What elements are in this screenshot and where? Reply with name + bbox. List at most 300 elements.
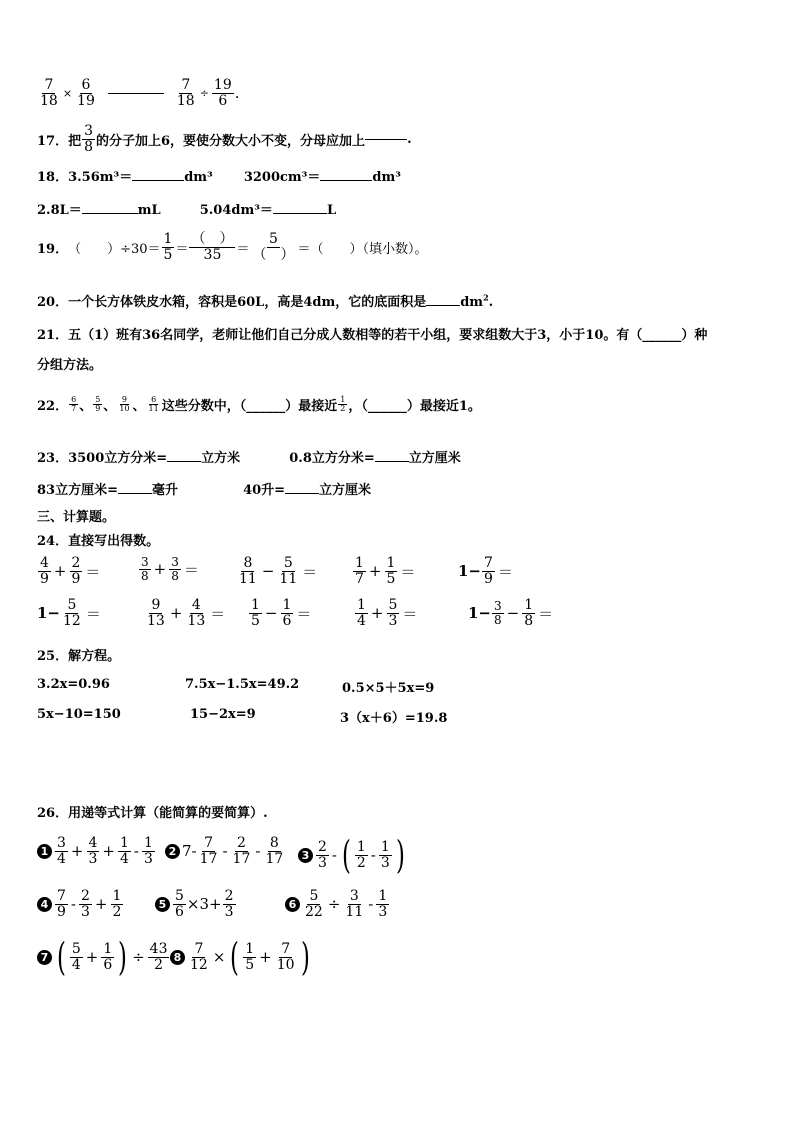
question-23-line2 bbox=[37, 479, 371, 498]
unit: dm³ bbox=[184, 170, 213, 185]
fraction bbox=[223, 889, 236, 919]
numerator: 7 bbox=[204, 835, 213, 851]
fraction bbox=[111, 889, 124, 919]
denominator: 18 bbox=[176, 92, 195, 109]
fraction bbox=[38, 556, 51, 586]
calc-expression-6 bbox=[285, 889, 390, 919]
denominator: 6 bbox=[175, 903, 184, 920]
question-18-line2 bbox=[37, 199, 336, 218]
fraction bbox=[87, 836, 100, 866]
question-text: 83立方厘米= bbox=[37, 483, 118, 498]
circled-number: 7 bbox=[37, 950, 52, 965]
operator: - bbox=[133, 842, 139, 861]
question-17 bbox=[37, 124, 412, 154]
parenthesis: ( bbox=[230, 935, 240, 979]
question-21-line1: 21．五（1）班有36名同学，老师让他们自己分成人数相等的若干小组，要求组数大于3，小于10。有（______）种 bbox=[37, 328, 708, 343]
fraction bbox=[139, 556, 151, 582]
denominator: 3 bbox=[81, 903, 90, 920]
numerator: 2 bbox=[224, 888, 234, 904]
denominator: 4 bbox=[357, 612, 366, 629]
denominator: 2 bbox=[356, 854, 366, 871]
answer-blank[interactable] bbox=[365, 138, 407, 140]
question-text: 这些分数中，（______）最接近 bbox=[161, 399, 338, 414]
question-text: 5.04dm³＝ bbox=[199, 203, 273, 218]
fraction bbox=[522, 598, 535, 628]
unit: 立方米 bbox=[201, 451, 241, 466]
fraction bbox=[492, 600, 504, 626]
numerator: 1 bbox=[112, 888, 122, 904]
fraction bbox=[173, 889, 186, 919]
parenthesis: ( bbox=[56, 935, 66, 979]
denominator: 8 bbox=[141, 568, 149, 583]
fraction bbox=[142, 836, 155, 866]
calc-expression-8 bbox=[170, 935, 312, 979]
circled-number: 6 bbox=[285, 897, 300, 912]
separator: 、 bbox=[132, 399, 146, 414]
question-text: 23．3500立方分米= bbox=[37, 451, 168, 466]
numerator: 5 bbox=[95, 394, 101, 404]
denominator: 19 bbox=[77, 92, 95, 109]
fraction bbox=[175, 78, 197, 108]
equals: ＝ bbox=[85, 562, 101, 581]
fraction bbox=[343, 889, 365, 919]
equals: ＝ bbox=[85, 604, 101, 623]
denominator: 8 bbox=[524, 612, 534, 629]
fraction bbox=[281, 598, 294, 628]
denominator: 9 bbox=[71, 570, 81, 587]
question-label: 22． bbox=[37, 399, 69, 414]
answer-blank[interactable] bbox=[82, 212, 138, 214]
fraction bbox=[198, 836, 220, 866]
denominator: 6 bbox=[218, 92, 228, 109]
fraction bbox=[387, 598, 400, 628]
unit: 立方厘米 bbox=[319, 483, 372, 498]
operator: - bbox=[70, 895, 76, 914]
operator: - bbox=[255, 842, 261, 861]
denominator: 6 bbox=[282, 612, 292, 629]
parenthesized-group bbox=[339, 833, 408, 877]
equation: 0.5×5＋5x=9 bbox=[342, 681, 435, 696]
fraction bbox=[385, 556, 398, 586]
fraction bbox=[231, 836, 253, 866]
numerator: 6 bbox=[151, 394, 157, 404]
question-20 bbox=[37, 291, 493, 310]
prefix: 1− bbox=[468, 604, 492, 623]
equals: ＝ bbox=[210, 604, 226, 623]
numerator: 1 bbox=[251, 597, 260, 613]
denominator: 8 bbox=[171, 568, 179, 583]
denominator: （ ） bbox=[252, 246, 295, 263]
operator: + bbox=[169, 604, 183, 623]
answer-blank[interactable] bbox=[426, 304, 460, 306]
equation: 3（x＋6）=19.8 bbox=[340, 711, 448, 726]
denominator: 11 bbox=[239, 570, 257, 587]
operator: + bbox=[259, 948, 272, 966]
numerator: 1 bbox=[103, 940, 113, 957]
equals: ＝ bbox=[497, 562, 513, 581]
numerator: 6 bbox=[71, 394, 77, 404]
equals: ＝ bbox=[175, 241, 189, 257]
question-text: 的分子加上6，要使分数大小不变，分母应加上 bbox=[96, 133, 366, 149]
fraction bbox=[169, 556, 181, 582]
calc-item bbox=[138, 556, 201, 582]
numerator: 2 bbox=[81, 888, 90, 904]
fraction bbox=[75, 78, 97, 108]
denominator: 4 bbox=[57, 850, 66, 867]
period: . bbox=[407, 131, 412, 147]
circled-number: 3 bbox=[298, 848, 313, 863]
operator: + bbox=[53, 562, 67, 581]
unit: dm bbox=[460, 295, 484, 310]
fraction bbox=[237, 556, 259, 586]
operator: + bbox=[85, 948, 99, 966]
calc-item bbox=[37, 556, 102, 586]
fraction bbox=[101, 942, 114, 972]
denominator: 17 bbox=[232, 850, 251, 867]
denominator: 2 bbox=[112, 903, 122, 920]
numerator: 5 bbox=[283, 555, 293, 571]
denominator: 11 bbox=[279, 570, 298, 587]
separator: 、 bbox=[79, 399, 93, 414]
denominator: 12 bbox=[63, 612, 81, 629]
numerator: 1 bbox=[120, 835, 129, 851]
numerator: 1 bbox=[340, 394, 346, 404]
circled-number: 5 bbox=[155, 897, 170, 912]
calc-expression-5 bbox=[155, 889, 237, 919]
numerator: 4 bbox=[88, 835, 98, 851]
operator: - bbox=[368, 895, 374, 914]
denominator: 10 bbox=[276, 956, 295, 973]
question-text: 18．3.56m³＝ bbox=[37, 170, 133, 185]
numerator: 43 bbox=[149, 940, 168, 957]
fraction bbox=[117, 396, 131, 414]
fraction bbox=[162, 232, 175, 262]
denominator: 9 bbox=[95, 404, 101, 413]
question-23-line1 bbox=[37, 447, 461, 466]
fraction bbox=[118, 836, 131, 866]
numerator: 1 bbox=[378, 888, 388, 904]
denominator: 3 bbox=[388, 612, 398, 629]
parenthesized-group bbox=[54, 935, 130, 979]
operator: ×3+ bbox=[186, 895, 222, 914]
denominator: 9 bbox=[40, 570, 49, 587]
denominator: 3 bbox=[224, 903, 234, 920]
calc-item bbox=[468, 598, 555, 628]
denominator: 13 bbox=[187, 612, 206, 629]
question-19 bbox=[37, 232, 428, 262]
numerator: 7 bbox=[194, 940, 204, 957]
calc-item bbox=[354, 598, 419, 628]
operator: × bbox=[212, 948, 226, 966]
numerator: 3 bbox=[141, 555, 149, 569]
calc-item bbox=[352, 556, 417, 586]
numerator: 7 bbox=[484, 555, 493, 571]
denominator: 5 bbox=[163, 246, 173, 263]
numerator: 7 bbox=[181, 77, 191, 93]
fraction bbox=[243, 942, 256, 972]
numerator: 3 bbox=[84, 123, 94, 139]
denominator: 7 bbox=[355, 570, 364, 587]
operator: × bbox=[62, 86, 73, 100]
fraction bbox=[188, 942, 210, 972]
denominator: 17 bbox=[199, 850, 218, 867]
equation: 5x−10=150 bbox=[37, 707, 121, 722]
calc-item bbox=[236, 556, 319, 586]
calc-item bbox=[144, 598, 227, 628]
question-24-title: 24．直接写出得数。 bbox=[37, 534, 160, 549]
fraction bbox=[70, 556, 83, 586]
fraction bbox=[355, 840, 368, 870]
operator: + bbox=[102, 842, 115, 861]
numerator: 9 bbox=[121, 394, 127, 404]
operator: - bbox=[331, 846, 337, 864]
calc-expression-1 bbox=[37, 836, 156, 866]
fraction bbox=[353, 556, 366, 586]
fraction bbox=[145, 598, 167, 628]
denominator: 9 bbox=[57, 903, 66, 920]
denominator: 12 bbox=[190, 956, 208, 973]
operator: - bbox=[222, 842, 228, 861]
equals: ＝ bbox=[538, 604, 554, 623]
fraction bbox=[93, 396, 102, 414]
operator: + bbox=[94, 895, 108, 914]
operator: ÷ bbox=[132, 948, 145, 966]
denominator: 2 bbox=[340, 404, 346, 413]
question-22 bbox=[37, 395, 481, 414]
question-25-title: 25．解方程。 bbox=[37, 649, 121, 664]
fraction bbox=[61, 598, 83, 628]
numerator: 1 bbox=[144, 835, 153, 851]
operator: + bbox=[368, 562, 382, 581]
operator: − bbox=[261, 562, 275, 581]
fraction bbox=[275, 942, 297, 972]
fraction bbox=[82, 124, 95, 154]
equals: ＝ bbox=[402, 604, 418, 623]
question-text: 3200cm³＝ bbox=[243, 170, 321, 185]
question-26-title: 26．用递等式计算（能简算的要简算）. bbox=[37, 806, 268, 821]
section-title: 三、计算题。 bbox=[37, 510, 116, 525]
denominator: 3 bbox=[380, 854, 390, 871]
numerator: 1 bbox=[524, 597, 534, 613]
fraction bbox=[55, 889, 68, 919]
fraction bbox=[303, 889, 325, 919]
numerator: 2 bbox=[71, 555, 81, 571]
unit: 立方厘米 bbox=[408, 451, 461, 466]
question-text: （ ）÷30＝ bbox=[68, 241, 161, 257]
question-text: 0.8立方分米= bbox=[289, 451, 375, 466]
separator: 、 bbox=[103, 399, 117, 414]
numerator: 2 bbox=[236, 835, 246, 851]
numerator: 5 bbox=[67, 597, 77, 613]
parenthesis: ) bbox=[395, 833, 405, 877]
question-text: ＝（ ）（填小数）。 bbox=[297, 241, 428, 257]
numerator: （ ） bbox=[191, 231, 234, 247]
question-text: 40升= bbox=[243, 483, 286, 498]
unit: 毫升 bbox=[151, 483, 178, 498]
fraction bbox=[79, 889, 92, 919]
circled-number: 1 bbox=[37, 844, 52, 859]
equals: ＝ bbox=[302, 562, 318, 581]
answer-blank[interactable] bbox=[132, 179, 184, 181]
denominator: 3 bbox=[88, 850, 98, 867]
denominator: 18 bbox=[40, 92, 58, 109]
numerator: 5 bbox=[309, 888, 319, 904]
operator: − bbox=[264, 604, 278, 623]
answer-blank[interactable] bbox=[320, 179, 372, 181]
operator: - bbox=[370, 846, 376, 864]
denominator: 4 bbox=[71, 956, 81, 973]
fraction bbox=[482, 556, 495, 586]
parenthesis: ( bbox=[341, 833, 351, 877]
parenthesis: ) bbox=[118, 935, 128, 979]
denominator: 3 bbox=[144, 850, 153, 867]
numerator: 3 bbox=[171, 555, 179, 569]
question-21-line2: 分组方法。 bbox=[37, 358, 103, 373]
denominator: 11 bbox=[148, 404, 159, 413]
operator: + bbox=[370, 604, 384, 623]
question-text: ，（______）最接近1。 bbox=[348, 399, 481, 414]
answer-blank[interactable] bbox=[167, 460, 201, 462]
numerator: 8 bbox=[243, 555, 253, 571]
calc-item bbox=[248, 598, 313, 628]
fraction bbox=[316, 840, 329, 870]
fraction bbox=[338, 396, 347, 414]
unit: L bbox=[326, 203, 337, 218]
question-label: 19． bbox=[37, 241, 69, 257]
calc-expression-7 bbox=[37, 935, 170, 979]
fraction bbox=[212, 78, 234, 108]
numerator: 4 bbox=[191, 597, 201, 613]
fraction bbox=[147, 396, 161, 414]
denominator: 4 bbox=[120, 850, 129, 867]
numerator: 8 bbox=[269, 835, 279, 851]
numerator: 7 bbox=[281, 940, 291, 957]
denominator: 3 bbox=[378, 903, 388, 920]
fraction bbox=[355, 598, 368, 628]
denominator: 35 bbox=[203, 246, 222, 263]
fraction bbox=[55, 836, 68, 866]
numerator: 7 bbox=[57, 888, 66, 904]
numerator: 1 bbox=[245, 940, 255, 957]
denominator: 11 bbox=[345, 903, 364, 920]
fraction bbox=[185, 598, 207, 628]
numerator: 5 bbox=[269, 231, 278, 247]
equation: 7.5x−1.5x=49.2 bbox=[185, 677, 300, 692]
denominator: 6 bbox=[103, 956, 113, 973]
numerator: 1 bbox=[355, 555, 364, 571]
operator: + bbox=[70, 842, 84, 861]
prefix: 1− bbox=[37, 604, 61, 623]
operator: ÷ bbox=[327, 895, 341, 914]
numerator: 1 bbox=[356, 838, 366, 855]
numerator: 19 bbox=[213, 77, 232, 93]
fraction bbox=[189, 232, 235, 262]
equation: 15−2x=9 bbox=[190, 707, 256, 722]
unit: mL bbox=[137, 203, 161, 218]
denominator: 22 bbox=[305, 903, 323, 920]
denominator: 17 bbox=[265, 850, 284, 867]
question-18-line1 bbox=[37, 166, 401, 185]
denominator: 9 bbox=[484, 570, 493, 587]
fraction bbox=[250, 232, 296, 262]
numerator: 4 bbox=[40, 555, 49, 571]
numerator: 3 bbox=[349, 888, 359, 904]
numerator: 3 bbox=[494, 599, 502, 614]
circled-number: 2 bbox=[165, 844, 180, 859]
circled-number: 8 bbox=[170, 950, 185, 965]
numerator: 1 bbox=[163, 231, 173, 247]
answer-blank[interactable] bbox=[108, 92, 164, 94]
numerator: 6 bbox=[81, 77, 91, 93]
denominator: 10 bbox=[119, 404, 130, 413]
numerator: 5 bbox=[388, 597, 398, 613]
calc-expression-3 bbox=[298, 833, 408, 877]
fraction bbox=[376, 889, 389, 919]
denominator: 5 bbox=[251, 612, 260, 629]
equation: 3.2x=0.96 bbox=[37, 677, 110, 692]
answer-blank[interactable] bbox=[273, 212, 327, 214]
operator: − bbox=[506, 604, 520, 623]
calc-expression-2 bbox=[165, 836, 286, 866]
calc-item bbox=[458, 556, 515, 586]
fraction bbox=[277, 556, 299, 586]
equals: ＝ bbox=[400, 562, 416, 581]
numerator: 5 bbox=[175, 888, 184, 904]
period: . bbox=[488, 295, 494, 310]
period: . bbox=[234, 84, 240, 103]
parenthesis: ) bbox=[300, 935, 310, 979]
numerator: 1 bbox=[386, 555, 396, 571]
numerator: 1 bbox=[380, 838, 390, 855]
q16-line bbox=[37, 78, 240, 108]
calc-expression-4 bbox=[37, 889, 124, 919]
circled-number: 4 bbox=[37, 897, 52, 912]
question-text: 20．一个长方体铁皮水箱，容积是60L，高是4dm，它的底面积是 bbox=[37, 295, 427, 310]
fraction bbox=[249, 598, 262, 628]
numerator: 7 bbox=[44, 77, 54, 93]
parenthesized-group bbox=[227, 935, 312, 979]
answer-blank[interactable] bbox=[118, 492, 152, 494]
numerator: 5 bbox=[71, 940, 81, 957]
answer-blank[interactable] bbox=[285, 492, 319, 494]
numerator: 9 bbox=[151, 597, 161, 613]
equals: ＝ bbox=[236, 241, 250, 257]
fraction bbox=[38, 78, 60, 108]
prefix: 1− bbox=[458, 562, 482, 581]
numerator: 3 bbox=[57, 835, 66, 851]
operator: ÷ bbox=[199, 86, 209, 100]
question-text: 2.8L＝ bbox=[37, 203, 82, 218]
denominator: 5 bbox=[386, 570, 396, 587]
fraction bbox=[263, 836, 285, 866]
fraction bbox=[148, 942, 170, 972]
calc-item bbox=[37, 598, 103, 628]
denominator: 8 bbox=[494, 612, 502, 627]
fraction bbox=[70, 942, 83, 972]
denominator: 3 bbox=[318, 854, 327, 871]
denominator: 8 bbox=[84, 138, 94, 155]
denominator: 13 bbox=[147, 612, 165, 629]
equals: ＝ bbox=[183, 560, 199, 579]
unit-exponent: 2 bbox=[483, 292, 489, 303]
denominator: 7 bbox=[71, 404, 77, 413]
denominator: 5 bbox=[245, 956, 255, 973]
fraction bbox=[379, 840, 392, 870]
numerator: 2 bbox=[318, 838, 327, 855]
numerator: 1 bbox=[357, 597, 366, 613]
prefix: 7- bbox=[182, 842, 197, 861]
answer-blank[interactable] bbox=[375, 460, 409, 462]
